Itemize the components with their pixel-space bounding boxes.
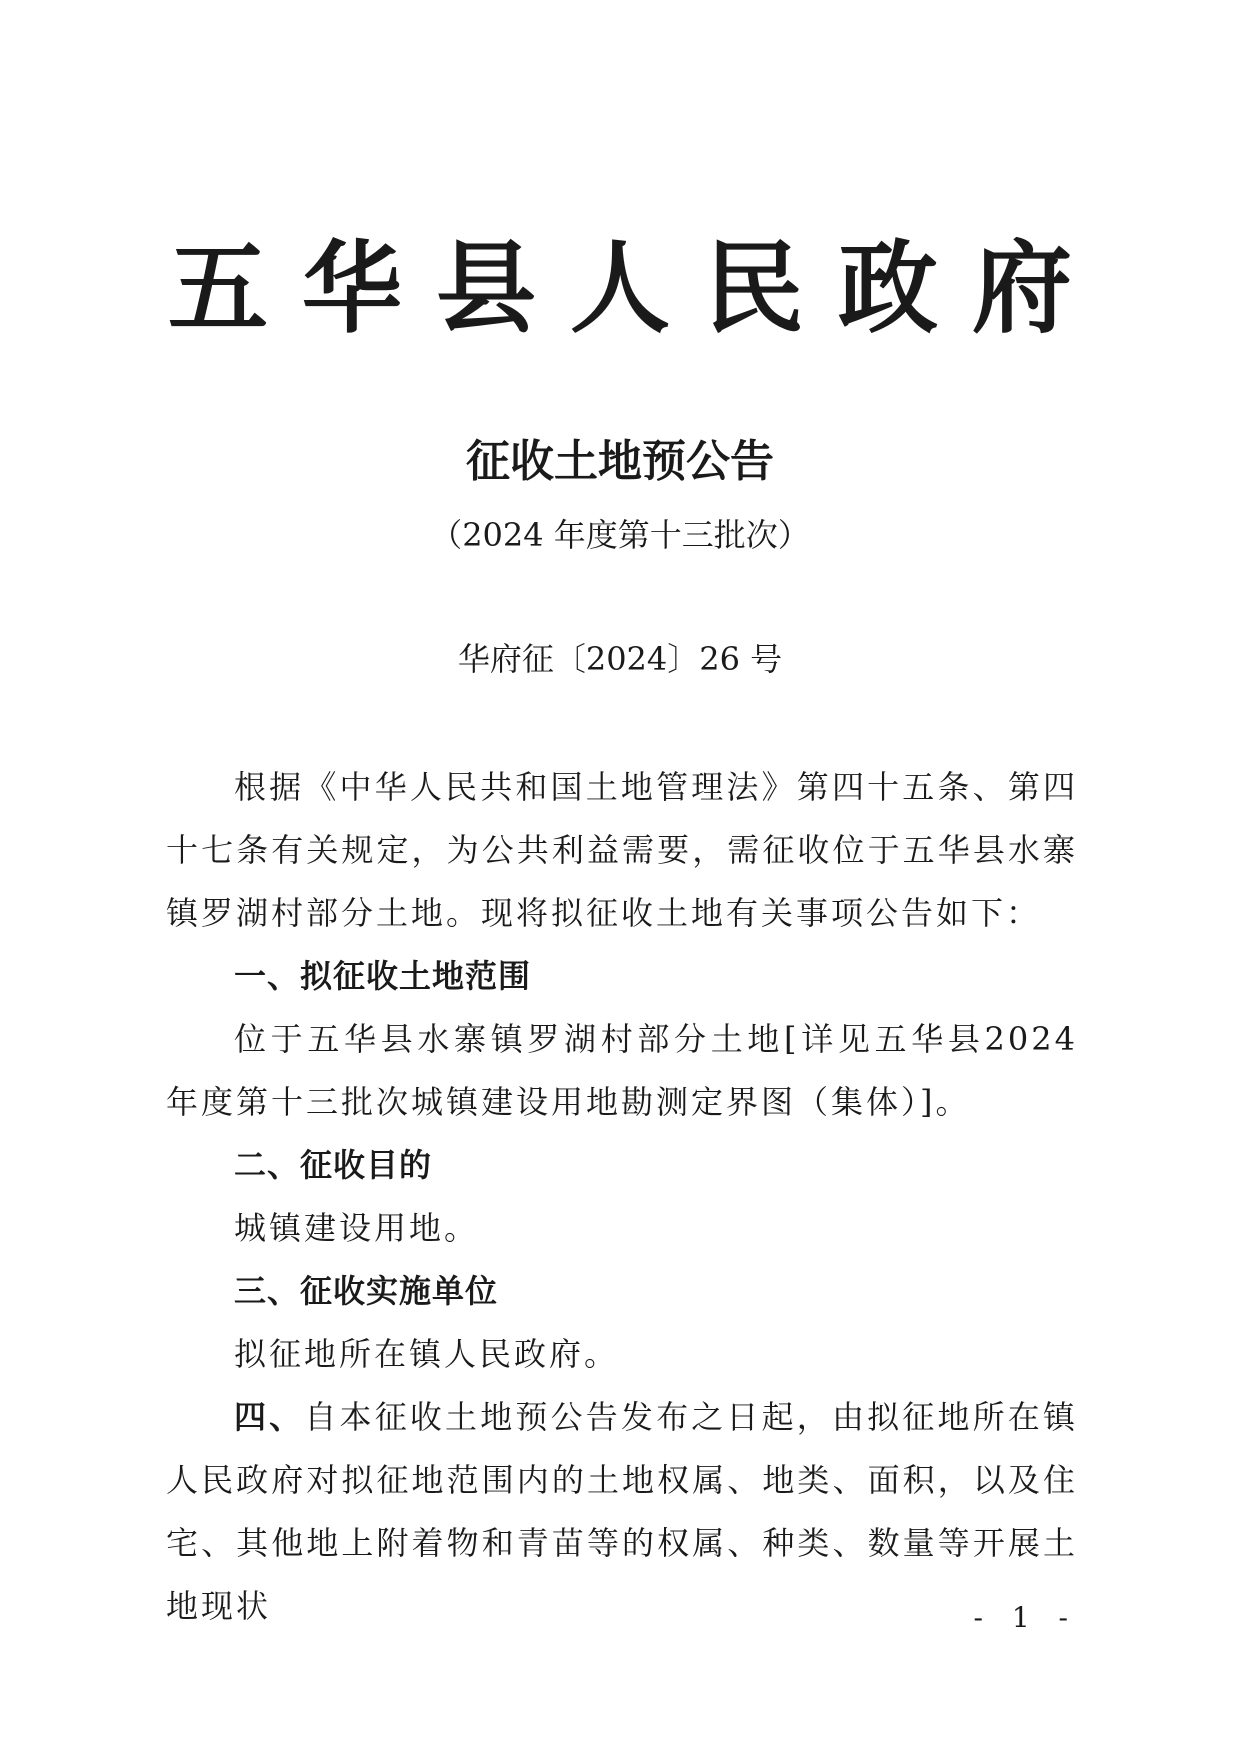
document-number: 华府征〔2024〕26 号	[457, 640, 783, 678]
page-number: - 1 -	[973, 1601, 1078, 1634]
section-4-paragraph	[166, 1386, 1078, 1638]
batch-subtitle: （2024 年度第十三批次）	[430, 516, 810, 554]
section-4-text: 自本征收土地预公告发布之日起，由拟征地所在镇人民政府对拟征地范围内的土地权属、地类、面积，以及住宅、其他地上附着物和青苗等的权属、种类、数量等开展土地现状	[166, 1398, 1078, 1625]
intro-paragraph: 根据《中华人民共和国土地管理法》第四十五条、第四十七条有关规定，为公共利益需要，需征收位于五华县水寨镇罗湖村部分土地。现将拟征收土地有关事项公告如下：	[166, 768, 1078, 932]
document-body	[166, 756, 1078, 1638]
section-2-heading: 二、征收目的	[234, 1146, 433, 1184]
section-4-lead: 四、	[234, 1398, 305, 1436]
section-2-text: 城镇建设用地。	[234, 1209, 480, 1247]
document-title: 征收土地预公告	[466, 436, 774, 487]
issuer-masthead: 五华县人民政府	[168, 229, 1106, 347]
section-1-heading: 一、拟征收土地范围	[234, 957, 532, 995]
section-1-text: 位于五华县水寨镇罗湖村部分土地[详见五华县2024 年度第十三批次城镇建设用地勘测定界图（集体）]。	[166, 1020, 1078, 1121]
section-3-text: 拟征地所在镇人民政府。	[234, 1335, 620, 1373]
section-3-heading: 三、征收实施单位	[234, 1272, 499, 1310]
